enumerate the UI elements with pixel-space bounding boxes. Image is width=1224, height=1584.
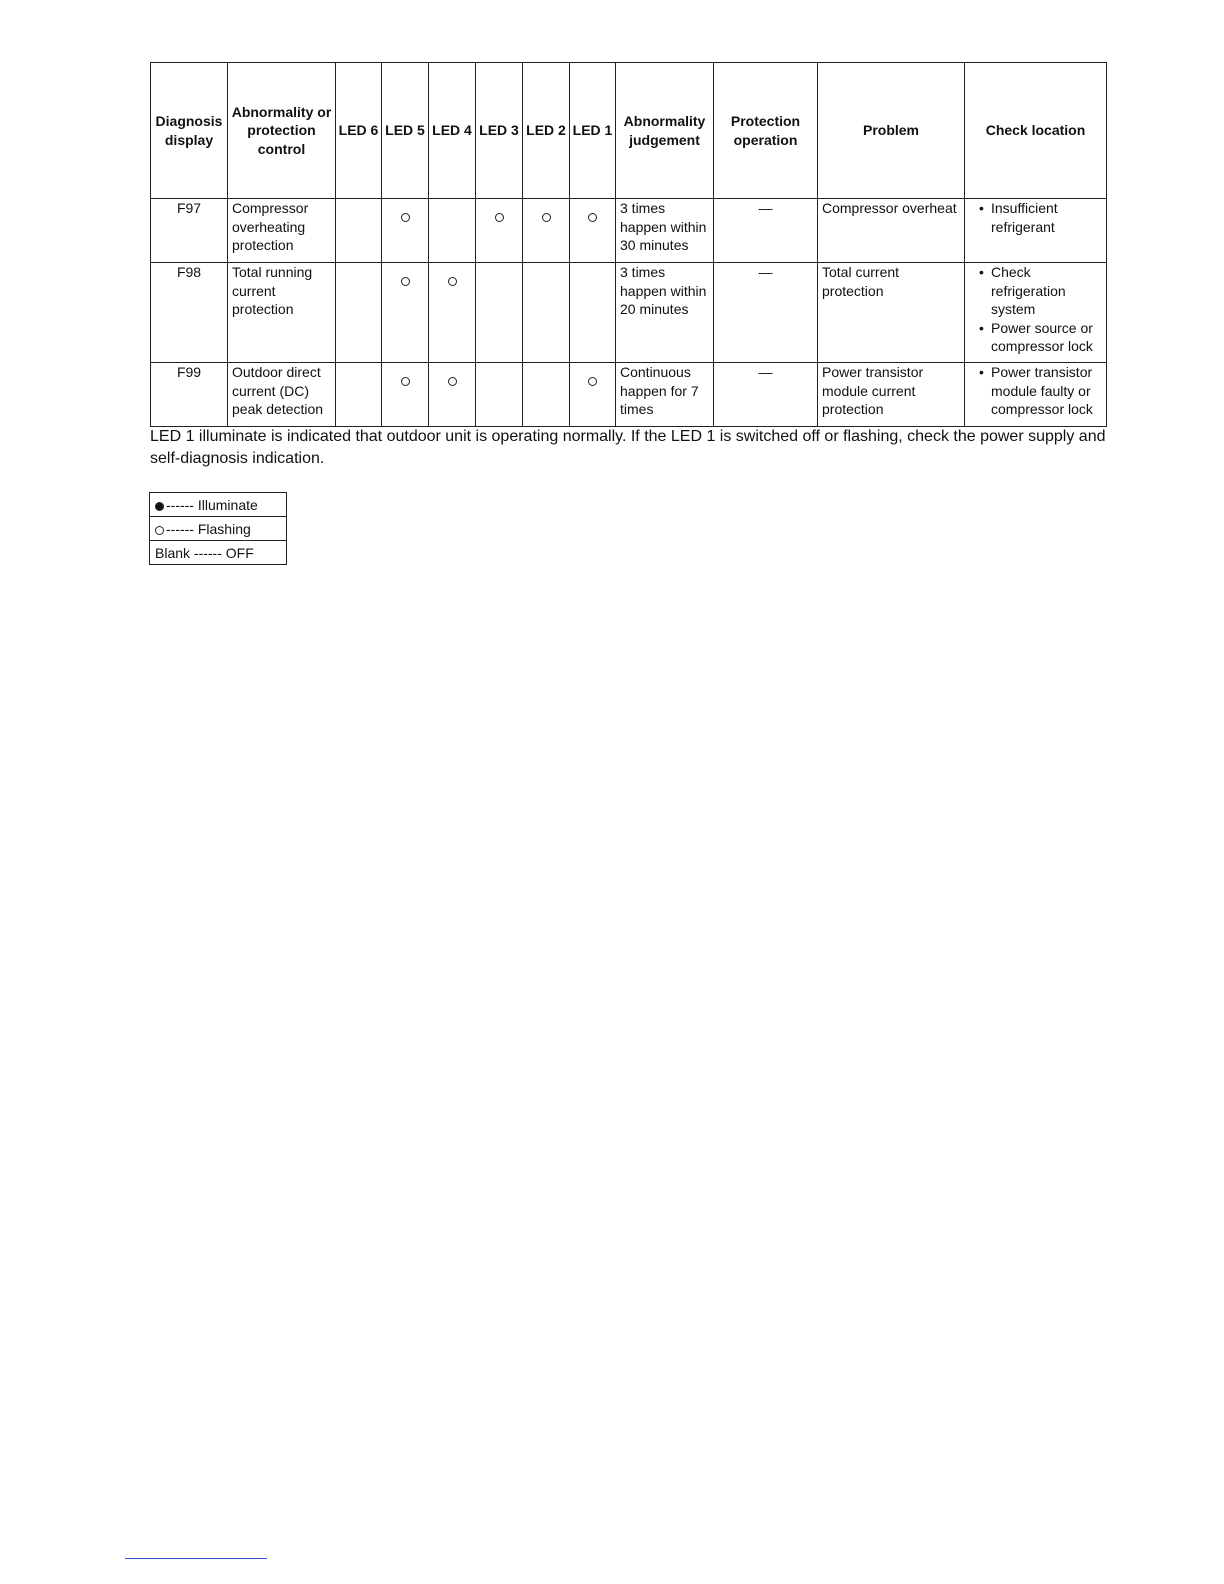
header-diagnosis-display: Diagnosis display: [151, 63, 228, 199]
header-led1: LED 1: [570, 63, 616, 199]
header-check-location: Check location: [965, 63, 1107, 199]
led5-cell: [382, 363, 429, 427]
header-abnormality-control: Abnormality or protection control: [228, 63, 336, 199]
abnormality-control: Total running current protection: [228, 263, 336, 363]
diagnosis-code: F97: [151, 199, 228, 263]
check-location: [965, 363, 1107, 427]
led-flashing-icon: [542, 213, 551, 222]
problem: Power transistor module current protection: [818, 363, 965, 427]
led-flashing-icon: [401, 377, 410, 386]
led1-cell: [570, 363, 616, 427]
check-item: • Check refrigeration system: [991, 263, 1104, 319]
abnormality-judgement: 3 times happen within 30 minutes: [616, 199, 714, 263]
led3-cell: [476, 363, 523, 427]
led1-cell: [570, 263, 616, 363]
header-problem: Problem: [818, 63, 965, 199]
header-led4: LED 4: [429, 63, 476, 199]
led6-cell: [336, 199, 382, 263]
legend-row-illuminate: [150, 493, 287, 517]
led3-cell: [476, 263, 523, 363]
led6-cell: [336, 263, 382, 363]
abnormality-control: Compressor overheating protection: [228, 199, 336, 263]
footer-rule: [125, 1558, 267, 1559]
check-location: [965, 199, 1107, 263]
table-row: [151, 199, 1107, 263]
led-flashing-icon: [588, 377, 597, 386]
check-location: [965, 263, 1107, 363]
led5-cell: [382, 263, 429, 363]
led4-cell: [429, 199, 476, 263]
legend-row-blank: [150, 541, 287, 565]
diagnosis-code: F98: [151, 263, 228, 363]
protection-operation: —: [714, 199, 818, 263]
legend-flashing-label: ------ Flashing: [166, 520, 251, 537]
led2-cell: [523, 263, 570, 363]
check-item: • Power source or compressor lock: [991, 319, 1104, 356]
abnormality-control: Outdoor direct current (DC) peak detection: [228, 363, 336, 427]
led-flashing-icon: [448, 277, 457, 286]
table-header-row: [151, 63, 1107, 199]
led4-cell: [429, 263, 476, 363]
protection-operation: —: [714, 363, 818, 427]
legend-blank-label: Blank ------ OFF: [150, 541, 287, 565]
led-flashing-icon: [588, 213, 597, 222]
led-flashing-icon: [401, 213, 410, 222]
led5-cell: [382, 199, 429, 263]
check-item: • Power transistor module faulty or compressor lock: [991, 363, 1104, 419]
led2-cell: [523, 363, 570, 427]
led-flashing-icon: [495, 213, 504, 222]
diagnosis-table: [150, 62, 1107, 427]
led-flashing-icon: [448, 377, 457, 386]
led-note: LED 1 illuminate is indicated that outdoor unit is operating normally. If the LED 1 is switched off or flashing, check the power supply and self-diagnosis indication.: [150, 428, 1106, 467]
led2-cell: [523, 199, 570, 263]
abnormality-judgement: 3 times happen within 20 minutes: [616, 263, 714, 363]
led3-cell: [476, 199, 523, 263]
header-led6: LED 6: [336, 63, 382, 199]
open-circle-icon: [155, 526, 164, 535]
header-led5: LED 5: [382, 63, 429, 199]
legend-illuminate-label: ------ Illuminate: [166, 496, 258, 513]
legend-row-flashing: [150, 517, 287, 541]
abnormality-judgement: Continuous happen for 7 times: [616, 363, 714, 427]
header-led2: LED 2: [523, 63, 570, 199]
protection-operation: —: [714, 263, 818, 363]
led1-cell: [570, 199, 616, 263]
led-flashing-icon: [401, 277, 410, 286]
header-led3: LED 3: [476, 63, 523, 199]
problem: Total current protection: [818, 263, 965, 363]
led6-cell: [336, 363, 382, 427]
filled-circle-icon: [155, 502, 164, 511]
header-abnormality-judgement: Abnormality judgement: [616, 63, 714, 199]
diagnosis-code: F99: [151, 363, 228, 427]
problem: Compressor overheat: [818, 199, 965, 263]
table-row: [151, 263, 1107, 363]
led-legend: [149, 492, 287, 565]
led4-cell: [429, 363, 476, 427]
table-row: [151, 363, 1107, 427]
header-protection-operation: Protection operation: [714, 63, 818, 199]
check-item: • Insufficient refrigerant: [991, 199, 1104, 236]
